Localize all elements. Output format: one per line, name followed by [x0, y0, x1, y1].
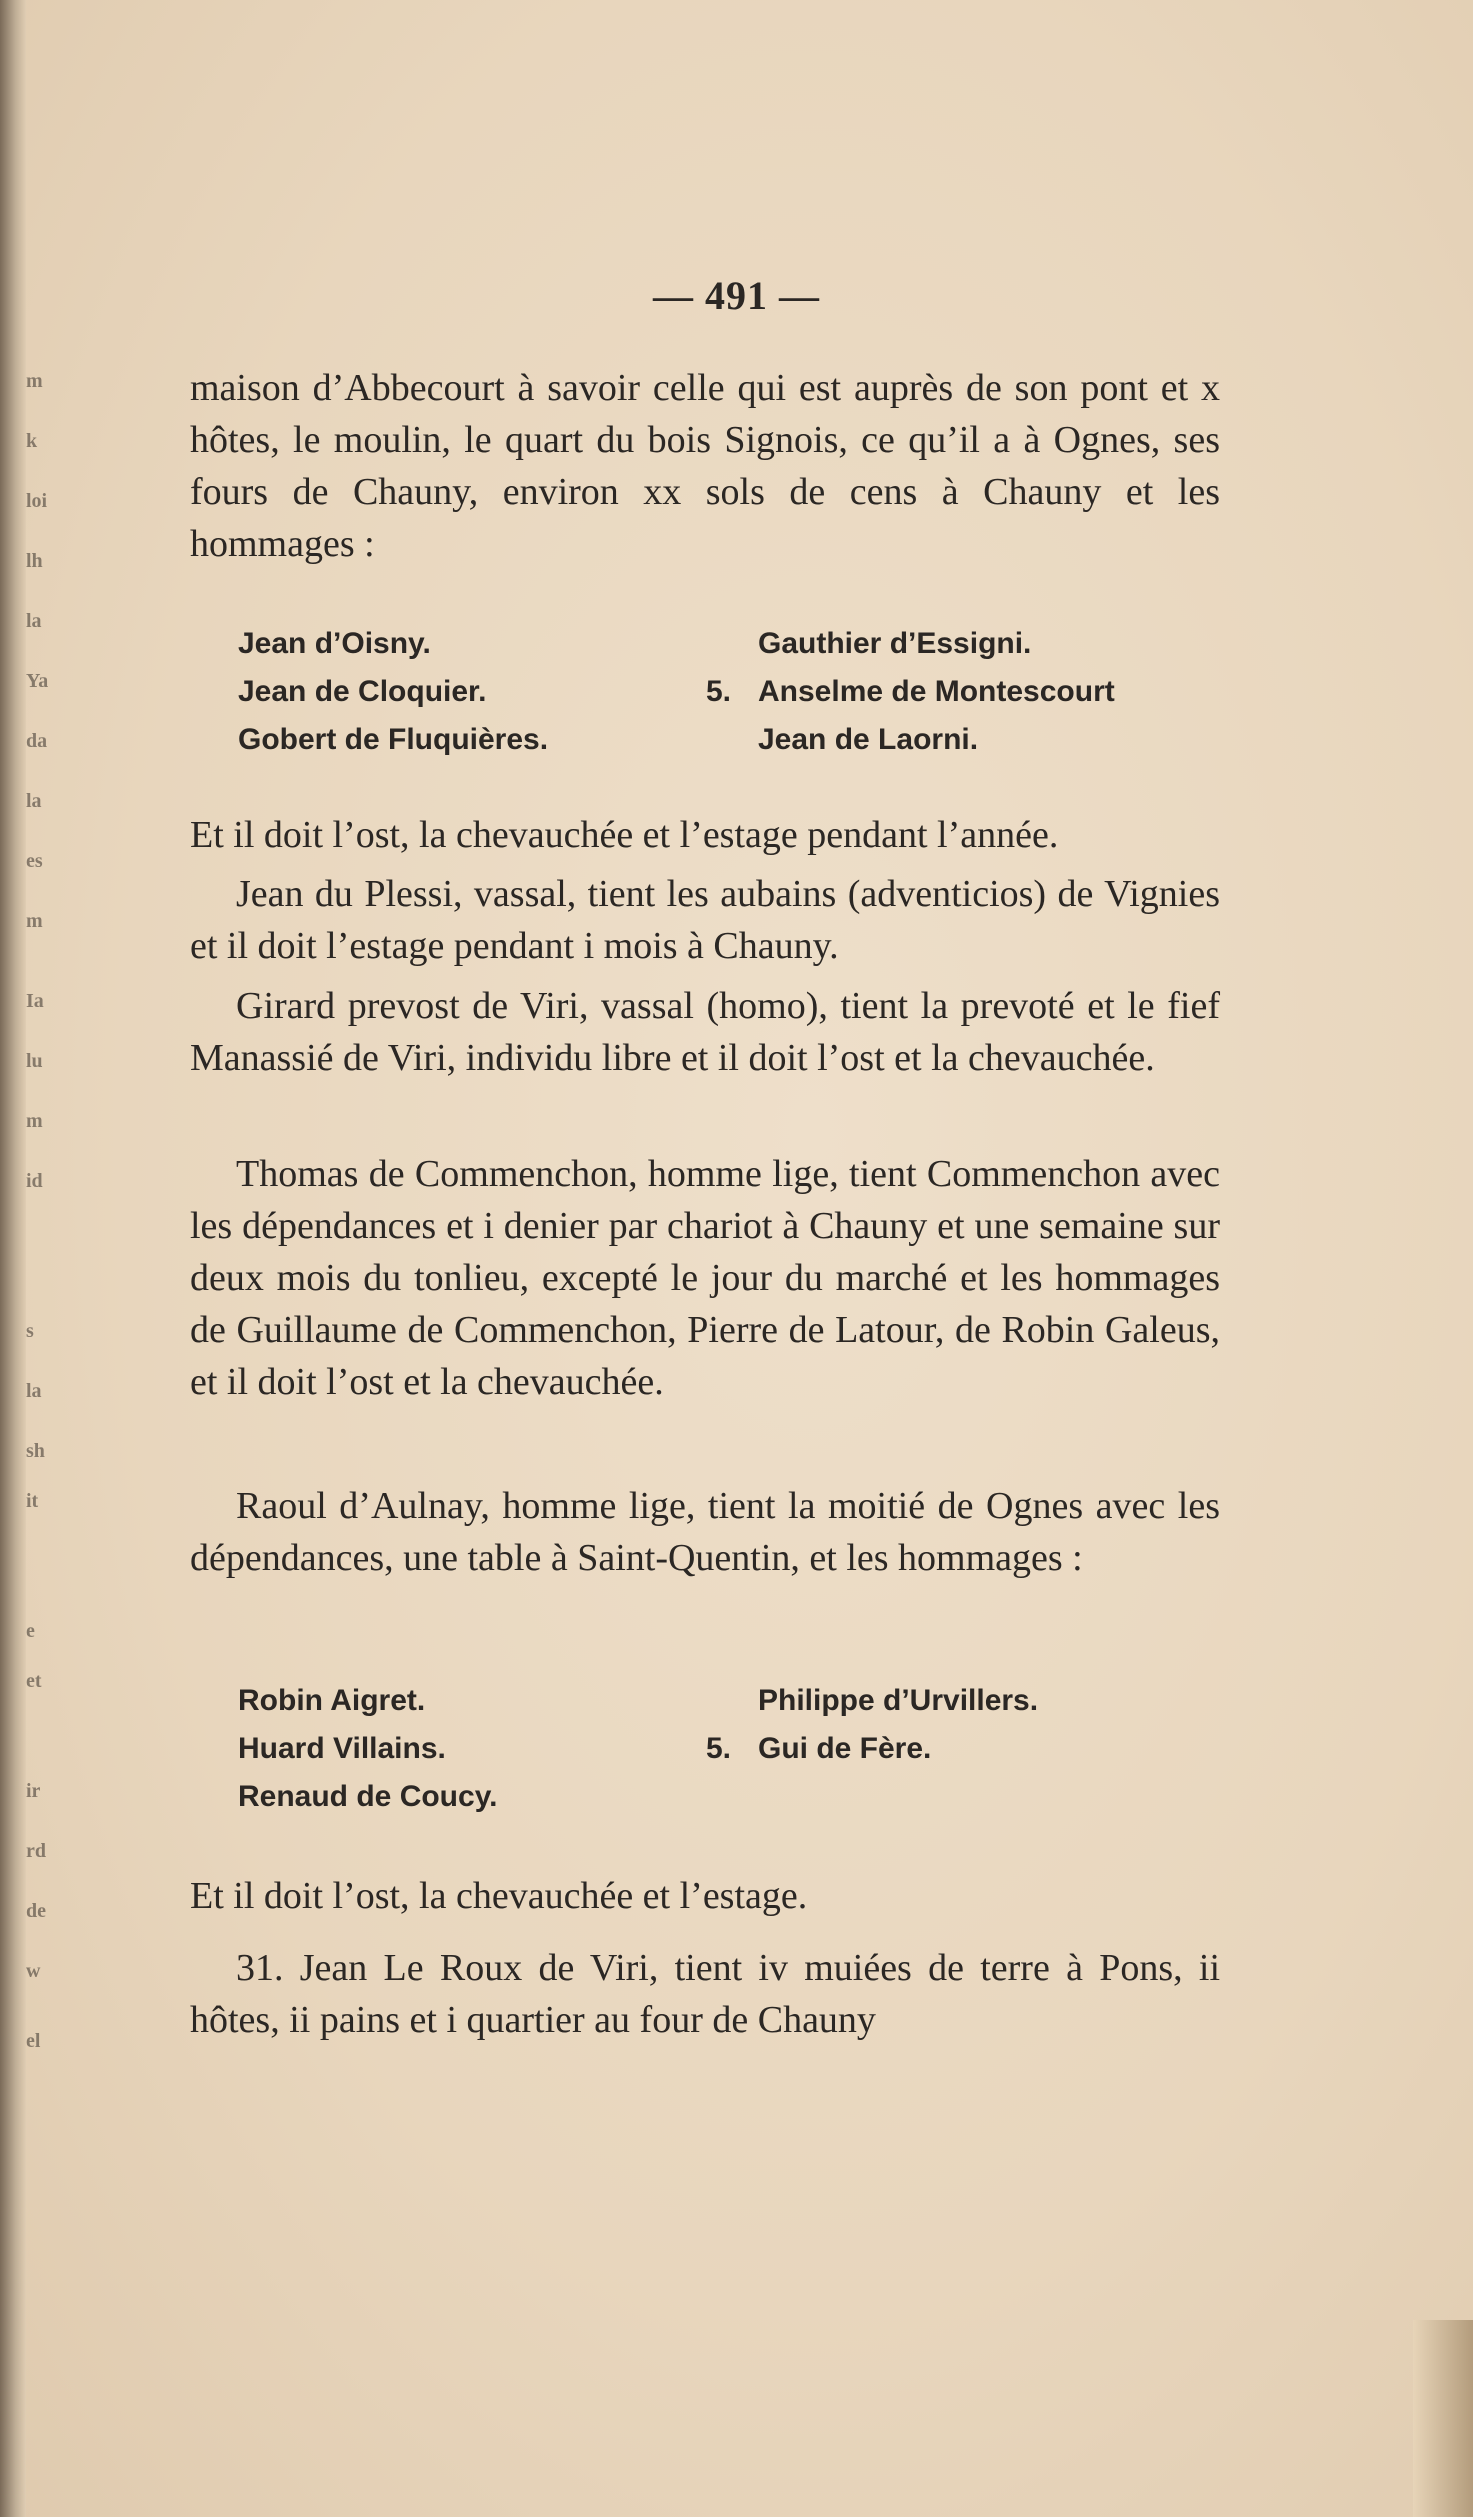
name-item-numbered [706, 668, 1168, 716]
page-edge-shadow [1413, 2320, 1473, 2517]
paragraph-8: 31. Jean Le Roux de Viri, tient iv muiées de terre à Pons, ii hôtes, ii pains et i quartier au four de Chauny [190, 1947, 1220, 2041]
line-marker: 5. [706, 675, 732, 708]
page-number: — 491 — [653, 273, 820, 318]
paragraph-3: Jean du Plessi, vassal, tient les aubains (adventicios) de Vignies et il doit l’estage pendant i mois à Chauny. [190, 873, 1220, 967]
name-item: Gauthier d’Essigni. [758, 627, 1032, 660]
name-text: Gui de Fère. [758, 1732, 932, 1765]
paragraph-2: Et il doit l’ost, la chevauchée et l’estage pendant l’année. [190, 814, 1059, 856]
name-text: Anselme de Montescourt [758, 675, 1115, 708]
hommages-list-1 [238, 620, 1168, 764]
name-item: Gobert de Fluquières. [238, 723, 549, 756]
hommages-list-2 [238, 1677, 1168, 1821]
paragraph-6: Raoul d’Aulnay, homme lige, tient la moitié de Ognes avec les dépendances, une table à Saint-Quentin, et les hommages : [190, 1485, 1220, 1579]
page-gutter [0, 0, 26, 2517]
name-item: Jean d’Oisny. [238, 627, 431, 660]
name-item: Huard Villains. [238, 1732, 446, 1765]
name-item: Renaud de Coucy. [238, 1780, 498, 1813]
name-item: Philippe d’Urvillers. [758, 1684, 1039, 1717]
name-item: Jean de Cloquier. [238, 675, 487, 708]
name-item: Robin Aigret. [238, 1684, 426, 1717]
paragraph-7: Et il doit l’ost, la chevauchée et l’estage. [190, 1875, 808, 1917]
paragraph-4: Girard prevost de Viri, vassal (homo), tient la prevoté et le fief Manassié de Viri, individu libre et il doit l’ost et la chevauchée. [190, 985, 1220, 1079]
name-item-numbered [706, 1725, 1168, 1773]
name-item: Jean de Laorni. [758, 723, 979, 756]
facing-page-bleed: m k loi lh la Ya da la es m Ia lu m id s la sh it e et ir rd de w el [26, 370, 49, 2052]
line-marker: 5. [706, 1732, 732, 1765]
paragraph-5: Thomas de Commenchon, homme lige, tient Commenchon avec les dépendances et i denier par chariot à Chauny et une semaine sur deux mois du tonlieu, excepté le jour du marché et les hommages de Guillaume de Commenchon, Pierre de Latour, de Robin Galeus, et il doit l’ost et la chevauchée. [190, 1153, 1220, 1403]
paragraph-1: maison d’Abbecourt à savoir celle qui est auprès de son pont et x hôtes, le moulin, le quart du bois Signois, ce qu’il a à Ognes, ses fours de Chauny, environ xx sols de cens à Chauny et les hommages : [190, 367, 1220, 565]
